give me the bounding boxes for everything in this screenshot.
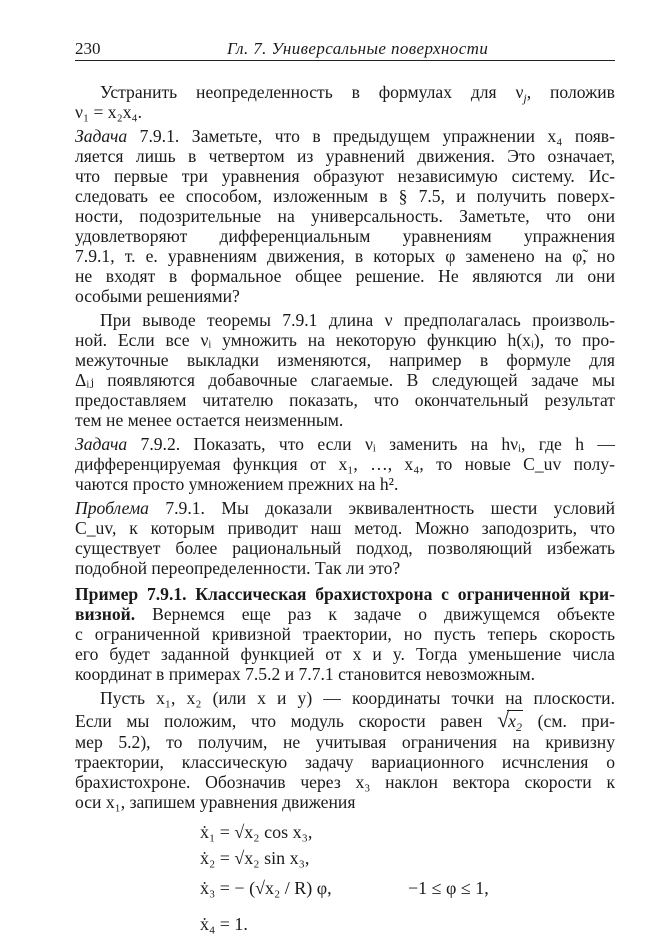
problem-line: Проблема 7.9.1. Мы доказали эквивалентность шести условий xyxy=(75,498,615,518)
task-label: Задача xyxy=(75,126,128,146)
paragraph-line: межуточные выкладки изменяются, например в формуле для xyxy=(75,350,615,370)
equation-2: ẋ₂ = √x₂ sin x₃, xyxy=(200,848,310,868)
paragraph-line: оси x₁, запишем уравнения движения xyxy=(75,792,356,812)
equation-4: ẋ₄ = 1. xyxy=(200,914,248,934)
task-line: особыми решениями? xyxy=(75,286,240,306)
task-line: ляется лишь в четвертом из уравнений движения. Это означает, xyxy=(75,146,615,166)
task-label: Задача xyxy=(75,434,128,454)
task-line: что первые три уравнения образуют независимую систему. Ис- xyxy=(75,166,615,186)
paragraph-line: Устранить неопределенность в формулах для $\nu_j$, положив xyxy=(100,82,615,105)
task-line: следовать ее способом, изложенным в § 7.5, и получить поверх- xyxy=(75,186,615,206)
task-line: ности, подозрительные на универсальность. Заметьте, что они xyxy=(75,206,615,226)
task-line: удовлетворяют дифференциальным уравнениям упражнения xyxy=(75,226,615,246)
paragraph-line: траектории, классическую задачу вариационного исчнсления о xyxy=(75,752,615,772)
running-header xyxy=(75,36,615,61)
example-title: Пример 7.9.1. Классическая брахистохрона с ограниченной кри- xyxy=(75,584,615,604)
task-line: чаются просто умножением прежних на h². xyxy=(75,474,399,494)
paragraph-line: Если мы положим, что модуль скорости равен $√x_2$ (см. при- xyxy=(75,710,615,737)
paragraph-line: При выводе теоремы 7.9.1 длина ν предполагалась произволь- xyxy=(100,310,615,330)
running-title: Гл. 7. Универсальные поверхности xyxy=(227,39,489,58)
paragraph-line: ной. Если все νᵢ умножить на некоторую функцию h(xᵢ), то про- xyxy=(75,330,615,350)
task-line: дифференцируемая функция от x₁, …, x₄, то новые C_uv полу- xyxy=(75,454,615,474)
problem-line: подобной переопределенности. Так ли это? xyxy=(75,558,401,578)
problem-line: C_uv, к которым приводит наш метод. Можно заподозрить, что xyxy=(75,518,615,538)
problem-label: Проблема xyxy=(75,498,149,518)
equation-1: ẋ₁ = √x₂ cos x₃, xyxy=(200,822,313,842)
problem-line: существует более рациональный подход, позволяющий избежать xyxy=(75,538,615,558)
example-line: с ограниченной кривизной траектории, но пусть теперь скорость xyxy=(75,624,615,644)
sqrt-x2: $√x_2$ xyxy=(497,711,523,731)
example-line: координат в примерах 7.5.2 и 7.7.1 становится невозможным. xyxy=(75,664,536,684)
example-line: его будет заданной функцией от x и y. Тогда уменьшение числа xyxy=(75,644,615,664)
paragraph-line: тем не менее остается неизменным. xyxy=(75,410,344,430)
paragraph-line: Пусть x₁, x₂ (или x и y) — координаты точки на плоскости. xyxy=(100,688,615,708)
equation-3: ẋ₃ = − (√x₂ / R) φ, xyxy=(200,878,332,898)
paragraph-line: брахистохроне. Обозначив через x₃ наклон вектора скорости к xyxy=(75,772,615,792)
task-line: Задача 7.9.2. Показать, что если νᵢ заменить на hνᵢ, где h — xyxy=(75,434,615,454)
task-line: Задача 7.9.1. Заметьте, что в предыдущем упражнении x₄ появ- xyxy=(75,126,615,146)
paragraph-line: предоставляем читателю показать, что окончательный результат xyxy=(75,390,615,410)
equation-3-constraint: −1 ≤ φ ≤ 1, xyxy=(408,878,489,898)
task-line: не входят в формальное общее решение. Не являются ли они xyxy=(75,266,615,286)
paragraph-line: Δᵢⱼ появляются добавочные слагаемые. В следующей задаче мы xyxy=(75,370,615,390)
example-line: визной. Вернемся еще раз к задаче о движущемся объекте xyxy=(75,604,615,624)
paragraph-line: ν₁ = x₂x₄. xyxy=(75,102,143,122)
task-line: 7.9.1, т. е. уравнениям движения, в которых φ заменено на φ̃, но xyxy=(75,246,615,266)
page-number: 230 xyxy=(75,39,101,58)
paragraph-line: мер 5.2), то получим, не учитывая ограничения на кривизну xyxy=(75,732,615,752)
